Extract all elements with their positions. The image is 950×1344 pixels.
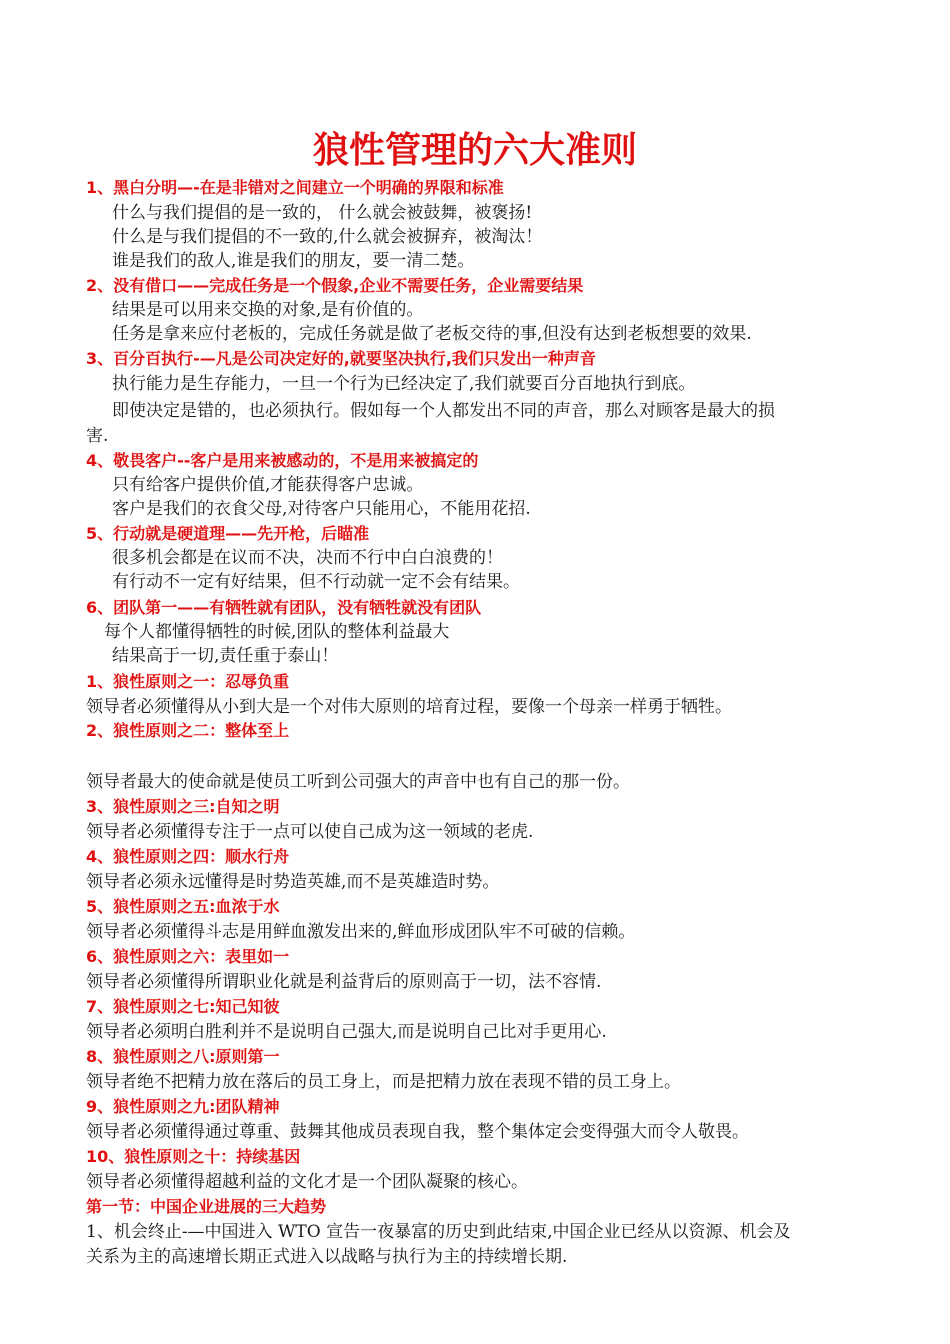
body-line: 任务是拿来应付老板的，完成任务就是做了老板交待的事,但没有达到老板想要的效果. — [112, 324, 752, 344]
principle-heading: 8、狼性原则之八:原则第一 — [86, 1047, 280, 1066]
principle-heading: 2、狼性原则之二：整体至上 — [86, 721, 290, 740]
body-line: 只有给客户提供价值,才能获得客户忠诚。 — [112, 475, 424, 495]
body-line: 什么与我们提倡的是一致的， 什么就会被鼓舞，被褒扬! — [112, 203, 533, 223]
principle-heading: 10、狼性原则之十：持续基因 — [86, 1147, 301, 1166]
body-line: 每个人都懂得牺牲的时候,团队的整体利益最大 — [104, 622, 450, 642]
body-line: 领导者绝不把精力放在落后的员工身上，而是把精力放在表现不错的员工身上。 — [86, 1072, 681, 1092]
body-line: 害. — [86, 426, 109, 446]
principle-heading: 6、狼性原则之六：表里如一 — [86, 947, 290, 966]
section-heading: 5、行动就是硬道理——先开枪，后瞄准 — [86, 524, 370, 543]
section-heading: 2、没有借口——完成任务是一个假象,企业不需要任务，企业需要结果 — [86, 276, 584, 295]
body-line: 领导者必须懂得通过尊重、鼓舞其他成员表现自我，整个集体定会变得强大而令人敬畏。 — [86, 1122, 749, 1142]
body-line: 领导者必须明白胜利并不是说明自己强大,而是说明自己比对手更用心. — [86, 1022, 607, 1042]
body-line: 领导者必须懂得斗志是用鲜血激发出来的,鲜血形成团队牢不可破的信赖。 — [86, 922, 636, 942]
body-line: 客户是我们的衣食父母,对待客户只能用心，不能用花招. — [112, 499, 531, 519]
body-line: 领导者必须懂得超越利益的文化才是一个团队凝聚的核心。 — [86, 1172, 528, 1192]
body-line: 关系为主的高速增长期正式进入以战略与执行为主的持续增长期. — [86, 1247, 568, 1267]
body-line: 有行动不一定有好结果，但不行动就一定不会有结果。 — [112, 572, 520, 592]
section-heading: 6、团队第一——有牺牲就有团队，没有牺牲就没有团队 — [86, 598, 482, 617]
principle-heading: 5、狼性原则之五:血浓于水 — [86, 897, 280, 916]
body-line: 领导者必须永远懂得是时势造英雄,而不是英雄造时势。 — [86, 872, 500, 892]
body-line: 谁是我们的敌人,谁是我们的朋友，要一清二楚。 — [112, 251, 475, 271]
principle-heading: 7、狼性原则之七:知己知彼 — [86, 997, 280, 1016]
body-line: 结果是可以用来交换的对象,是有价值的。 — [112, 300, 424, 320]
body-line: 什么是与我们提倡的不一致的,什么就会被摒弃，被淘汰！ — [112, 227, 543, 247]
chapter-heading: 第一节：中国企业进展的三大趋势 — [86, 1197, 327, 1216]
body-line: 结果高于一切,责任重于泰山！ — [112, 646, 339, 666]
section-heading: 1、黑白分明—-在是非错对之间建立一个明确的界限和标准 — [86, 178, 504, 197]
body-line: 即使决定是错的，也必须执行。假如每一个人都发出不同的声音，那么对顾客是最大的损 — [112, 401, 775, 421]
principle-heading: 1、狼性原则之一：忍辱负重 — [86, 672, 290, 691]
body-line: 领导者必须懂得从小到大是一个对伟大原则的培育过程，要像一个母亲一样勇于牺牲。 — [86, 697, 732, 717]
body-line: 领导者必须懂得专注于一点可以使自己成为这一领域的老虎. — [86, 822, 534, 842]
body-line: 很多机会都是在议而不决，决而不行中白白浪费的！ — [112, 548, 503, 568]
page-title: 狼性管理的六大准则 — [312, 130, 637, 171]
principle-heading: 3、狼性原则之三:自知之明 — [86, 797, 280, 816]
body-line: 领导者最大的使命就是使员工听到公司强大的声音中也有自己的那一份。 — [86, 772, 630, 792]
principle-heading: 4、狼性原则之四：顺水行舟 — [86, 847, 290, 866]
body-line: 1、机会终止-—中国进入 WTO 宣告一夜暴富的历史到此结束,中国企业已经从以资源、机会及 — [86, 1222, 791, 1242]
body-line: 领导者必须懂得所谓职业化就是利益背后的原则高于一切，法不容情. — [86, 972, 602, 992]
body-line: 执行能力是生存能力，一旦一个行为已经决定了,我们就要百分百地执行到底。 — [112, 374, 696, 394]
principle-heading: 9、狼性原则之九:团队精神 — [86, 1097, 280, 1116]
section-heading: 3、百分百执行-—凡是公司决定好的,就要坚决执行,我们只发出一种声音 — [86, 349, 596, 368]
section-heading: 4、敬畏客户--客户是用来被感动的，不是用来被搞定的 — [86, 451, 479, 470]
